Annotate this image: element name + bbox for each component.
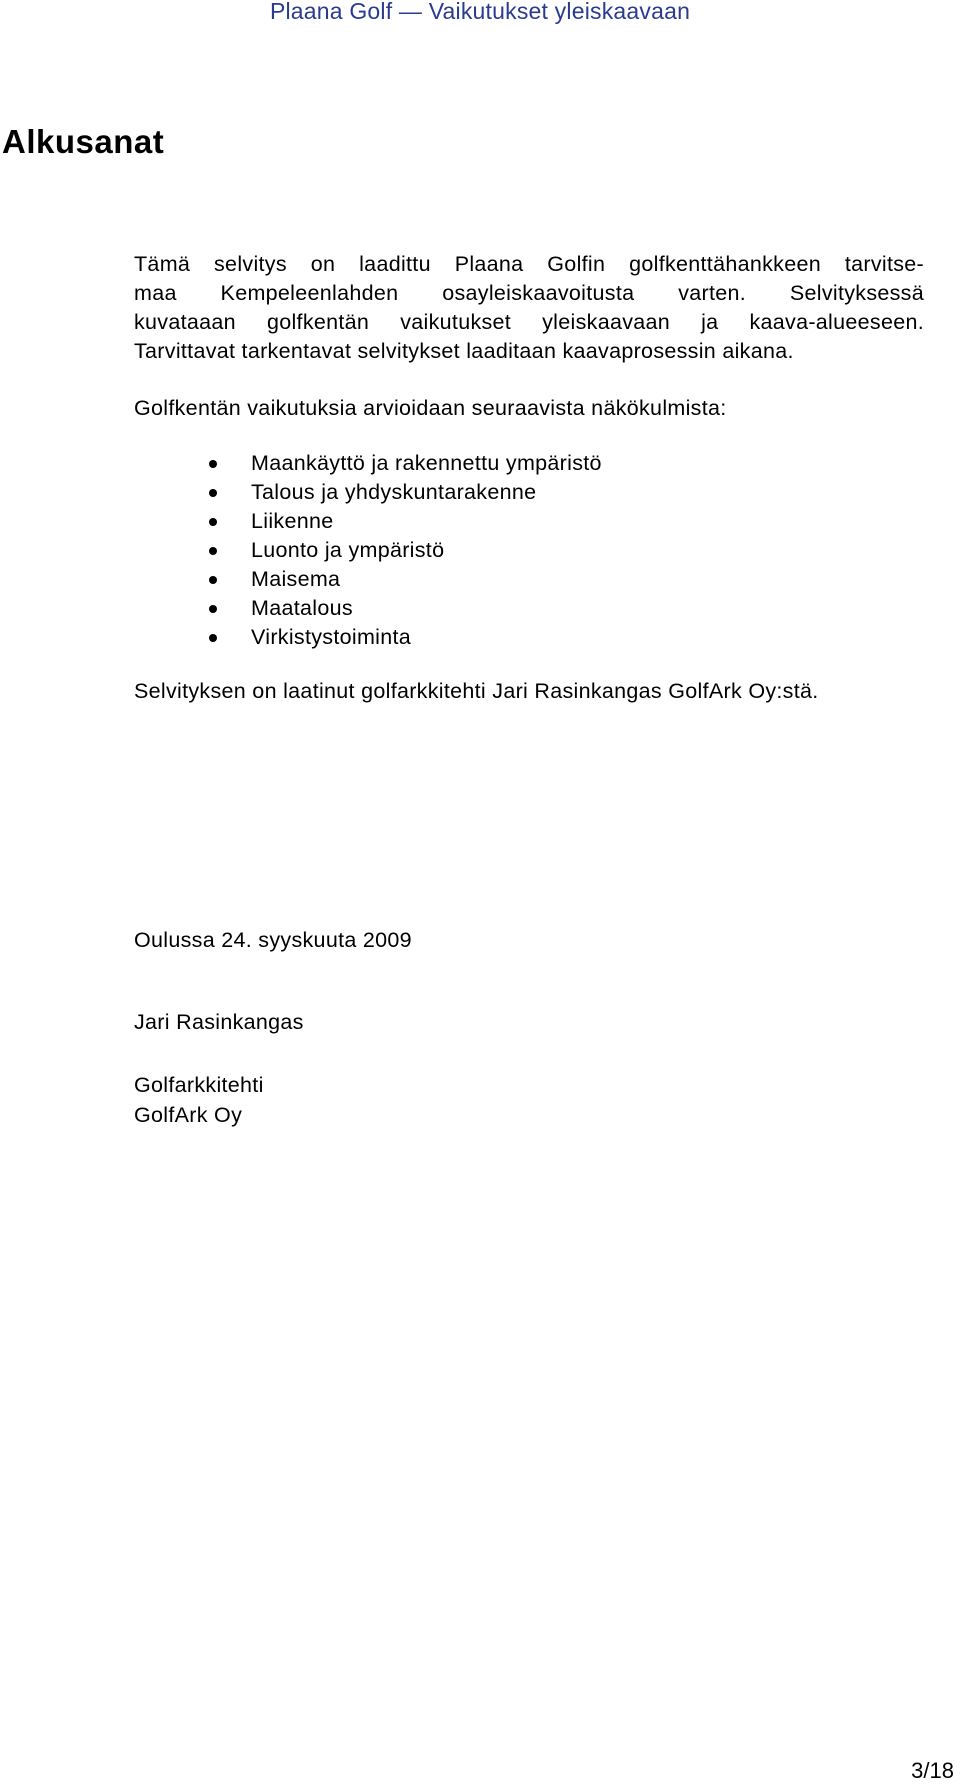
signer-title: Golfarkkitehti xyxy=(134,1073,264,1097)
list-item-label: Maisema xyxy=(251,567,341,591)
aspects-list xyxy=(134,449,954,652)
list-item xyxy=(134,536,954,565)
bullet-icon xyxy=(209,489,217,497)
signer-role xyxy=(134,1070,264,1130)
intro-line: Tämä selvitys on laadittu Plaana Golfin golfkenttähankkeen tarvitse- xyxy=(134,252,924,276)
aspects-intro: Golfkentän vaikutuksia arvioidaan seuraavista näkökulmista: xyxy=(134,396,727,420)
list-item-label: Virkistystoiminta xyxy=(251,625,412,649)
intro-line: kuvataaan golfkentän vaikutukset yleiskaavaan ja kaava-alueeseen. xyxy=(134,310,924,334)
main-content xyxy=(134,250,954,706)
author-statement: Selvityksen on laatinut golfarkkitehti Jari Rasinkangas GolfArk Oy:stä. xyxy=(134,679,819,703)
bullet-icon xyxy=(209,518,217,526)
list-item-label: Maankäyttö ja rakennettu ympäristö xyxy=(251,451,602,475)
page-title: Alkusanat xyxy=(2,123,165,160)
bullet-icon xyxy=(209,547,217,555)
bullet-icon xyxy=(209,576,217,584)
list-item xyxy=(134,594,954,623)
list-item xyxy=(134,478,954,507)
page-header: Plaana Golf — Vaikutukset yleiskaavaan xyxy=(269,0,691,24)
place-date: Oulussa 24. syyskuuta 2009 xyxy=(134,928,412,952)
intro-line: Tarvittavat tarkentavat selvitykset laaditaan kaavaprosessin aikana. xyxy=(134,339,794,363)
bullet-icon xyxy=(209,460,217,468)
list-item-label: Liikenne xyxy=(251,509,334,533)
list-item-label: Talous ja yhdyskuntarakenne xyxy=(251,480,537,504)
page-number: 3/18 xyxy=(911,1758,954,1783)
list-item xyxy=(134,449,954,478)
intro-line: maa Kempeleenlahden osayleiskaavoitusta varten. Selvityksessä xyxy=(134,281,924,305)
signer-name: Jari Rasinkangas xyxy=(134,1010,304,1034)
list-item xyxy=(134,565,954,594)
list-item-label: Maatalous xyxy=(251,596,353,620)
signer-company: GolfArk Oy xyxy=(134,1103,243,1127)
intro-paragraph xyxy=(134,250,924,366)
bullet-icon xyxy=(209,634,217,642)
bullet-icon xyxy=(209,605,217,613)
list-item xyxy=(134,623,954,652)
list-item-label: Luonto ja ympäristö xyxy=(251,538,445,562)
list-item xyxy=(134,507,954,536)
